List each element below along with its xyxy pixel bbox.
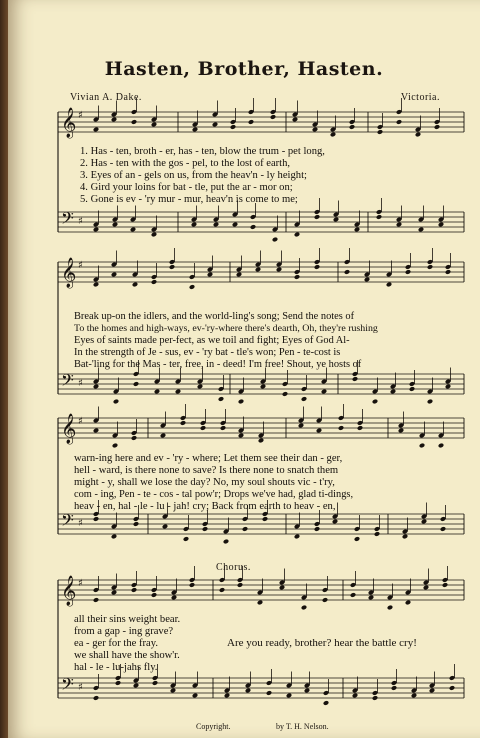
note-head [154,389,160,395]
note-head [418,227,424,233]
note-head [314,214,320,220]
note-head [270,114,276,120]
note-head [374,531,380,537]
note-head [301,396,307,402]
note-head [449,685,455,691]
note-head [419,443,425,449]
note-head [115,680,121,686]
hymnal-page [8,0,480,738]
chorus-label: Chorus. [216,562,251,573]
note-head [391,685,397,691]
note-head [262,516,268,522]
lyric-line: com - ing, Pen - te - cos - tal pow'r; Drops we've had, glad ti-dings, [74,489,354,500]
note-head [218,396,224,402]
sharp-icon: ♯ [78,416,83,427]
note-head [301,605,307,611]
note-head [398,428,404,434]
note-head [191,222,197,228]
note-head [93,428,99,434]
note-head [314,264,320,270]
note-head [111,590,117,596]
note-head [427,399,433,405]
note-head [352,376,358,382]
note-head [197,384,203,390]
lyric-line: hal - le - lu-jahs fly. [74,662,158,673]
note-head [202,526,208,532]
note-head [427,264,433,270]
note-head [354,536,360,542]
lyric-line: 5. Gone is ev - 'ry mur - mur, heav'n is come to me; [80,194,298,205]
note-head [133,381,139,387]
note-head [93,695,99,701]
copyright-holder: by T. H. Nelson. [276,722,329,731]
note-head [338,425,344,431]
note-head [248,119,254,125]
note-head [294,274,300,280]
note-head [445,269,451,275]
note-head [357,425,363,431]
note-head [255,267,261,273]
note-head [272,237,278,243]
note-head [323,700,329,706]
note-head [242,526,248,532]
note-head [298,423,304,429]
lyric-line: Break up-on the idlers, and the world-ling's song; Send the notes of [74,311,355,322]
note-head [111,272,117,278]
note-head [333,217,339,223]
lyric-line: In the strength of Je - sus, ev - 'ry bat - tle's won; Pen - te-cost is [74,347,341,358]
note-head [294,534,300,540]
note-head [192,693,198,699]
note-head [322,597,328,603]
note-head [386,282,392,288]
note-head [304,688,310,694]
bass-clef-icon: 𝄢 [61,208,74,232]
note-head [133,683,139,689]
note-head [376,214,382,220]
lyric-line: 4. Gird your loins for bat - tle, put the ar - mor on; [80,182,293,193]
note-head [330,132,336,138]
note-head [438,443,444,449]
note-head [442,582,448,588]
sharp-icon: ♯ [78,110,83,121]
note-head [151,592,157,598]
note-head [276,267,282,273]
treble-clef-icon: 𝄞 [61,414,77,444]
note-head [415,132,421,138]
lyric-line: Eyes of saints made per-fect, as we toil and fight; Eyes of God Al- [74,335,350,346]
note-head [245,688,251,694]
note-head [292,117,298,123]
note-head [257,600,263,606]
sharp-icon: ♯ [78,682,83,693]
lyric-line: we shall have the show'r. [74,650,180,661]
lyric-line: Bat-'ling for the Mas - ter, free, in - deed! I'm free! Shout, ye hosts of [74,359,362,370]
note-head [411,693,417,699]
lyric-line: might - y, shall we lose the day? No, my soul shouts vic - t'ry, [74,477,335,488]
treble-clef-icon: 𝄞 [61,108,77,138]
lyric-line: To the homes and high-ways, ev-'ry-where there's dearth, Oh, they're rushing [74,323,378,334]
note-head [207,272,213,278]
note-head [423,585,429,591]
note-head [131,119,137,125]
note-head [429,688,435,694]
note-head [372,399,378,405]
note-head [171,595,177,601]
note-head [387,605,393,611]
note-head [151,122,157,128]
treble-clef-icon: 𝄞 [61,258,77,288]
note-head [213,222,219,228]
note-head [93,127,99,133]
note-head [219,587,225,593]
note-head [294,232,300,238]
note-head [238,399,244,405]
hymn-title: Hasten, Brother, Hasten. [104,58,384,80]
note-head [160,433,166,439]
note-head [396,222,402,228]
book-binding [0,0,8,738]
note-head [354,227,360,233]
note-head [93,384,99,390]
note-head [232,222,238,228]
lyric-line: hell - ward, is there none to save? Is there none to snatch them [74,465,339,476]
sharp-icon: ♯ [78,578,83,589]
note-head [111,534,117,540]
note-head [93,597,99,603]
note-head [131,435,137,441]
lyric-line: ea - ger for the fray. [74,638,159,649]
note-head [132,282,138,288]
note-head [312,127,318,133]
bass-clef-icon: 𝄢 [61,674,74,698]
note-head [151,232,157,238]
lyric-line: all their sins weight bear. [74,614,181,625]
note-head [440,526,446,532]
note-head [250,224,256,230]
sharp-icon: ♯ [78,518,83,529]
lyric-line: from a gap - ing grave? [74,626,174,637]
note-head [170,688,176,694]
note-head [286,693,292,699]
note-head [189,284,195,290]
bass-clef-icon: 𝄢 [61,510,74,534]
sharp-icon: ♯ [78,216,83,227]
note-head [212,122,218,128]
note-head [409,386,415,392]
note-head [238,433,244,439]
note-head [130,227,136,233]
note-head [223,539,229,545]
note-head [405,269,411,275]
note-head [112,222,118,228]
note-head [344,269,350,275]
note-head [350,592,356,598]
note-head [421,519,427,525]
note-head [133,521,139,527]
note-head [152,680,158,686]
note-head [189,582,195,588]
note-head [93,282,99,288]
bass-clef-icon: 𝄢 [61,370,74,394]
note-head [352,693,358,699]
sharp-icon: ♯ [78,260,83,271]
note-head [260,384,266,390]
note-head [445,384,451,390]
note-head [438,222,444,228]
note-head [266,690,272,696]
note-head [390,389,396,395]
note-head [169,264,175,270]
lyric-line: 2. Has - ten with the gos - pel, to the lost of earth, [80,158,291,169]
tune-name: Victoria. [400,92,440,103]
note-head [93,227,99,233]
note-head [372,695,378,701]
chorus-lyric: Are you ready, brother? hear the battle cry! [227,637,417,649]
sharp-icon: ♯ [78,378,83,389]
note-head [200,425,206,431]
treble-clef-icon: 𝄞 [61,576,77,606]
note-head [151,279,157,285]
note-head [349,124,355,130]
note-head [332,519,338,525]
note-head [316,428,322,434]
note-head [175,389,181,395]
note-head [183,536,189,542]
note-head [131,587,137,593]
note-head [402,534,408,540]
composer-credit: Vivian A. Dake. [70,92,142,103]
note-head [230,124,236,130]
note-head [180,420,186,426]
note-head [220,425,226,431]
lyric-line: 1. Has - ten, broth - er, has - ten, blow the trum - pet long, [80,146,325,157]
lyric-line: heav - en, hal - le - lu - jah! cry; Back from earth to heav - en, [74,501,336,512]
note-head [282,391,288,397]
note-head [405,600,411,606]
copyright-notice: Copyright. [196,722,231,731]
note-head [321,389,327,395]
note-head [237,582,243,588]
note-head [112,443,118,449]
note-head [113,399,119,405]
note-head [258,438,264,444]
note-head [364,277,370,283]
lyric-line: warn-ing here and ev - 'ry - where; Let them see their dan - ger, [74,453,343,464]
lyric-line: 3. Eyes of an - gels on us, from the heav'n - ly height; [80,170,307,181]
note-head [162,524,168,530]
note-head [111,117,117,123]
note-head [314,526,320,532]
note-head [434,124,440,130]
note-head [396,119,402,125]
note-head [93,516,99,522]
note-head [368,595,374,601]
note-head [377,129,383,135]
note-head [224,693,230,699]
note-head [279,585,285,591]
note-head [236,272,242,278]
note-head [192,127,198,133]
